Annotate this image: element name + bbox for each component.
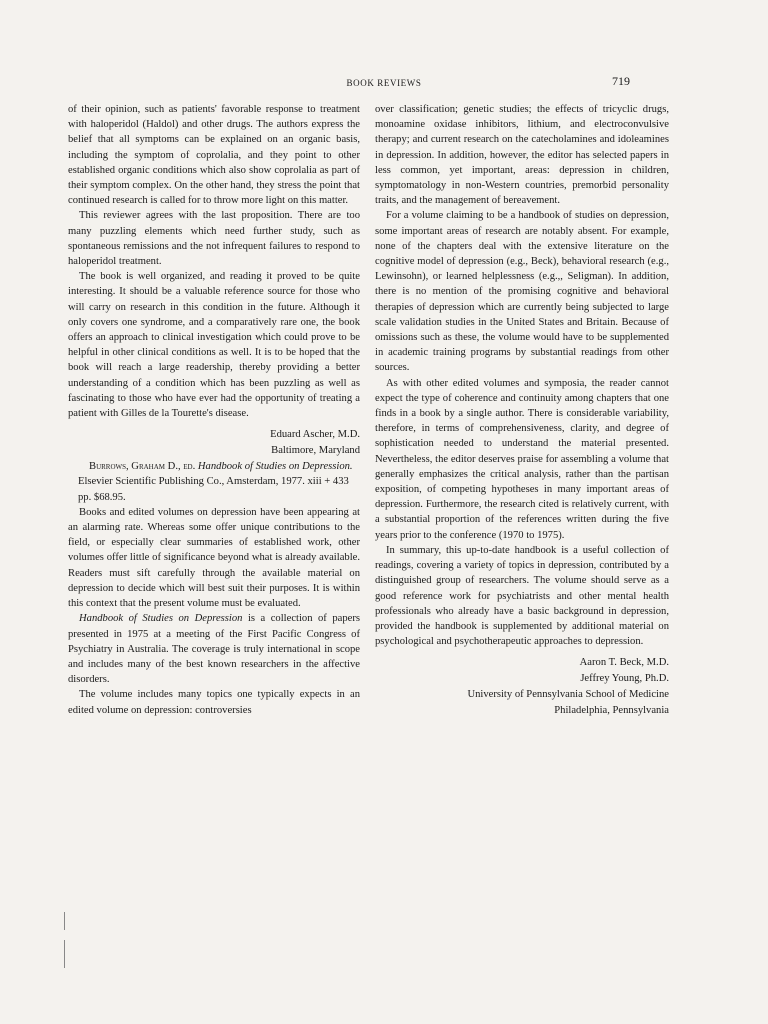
scan-mark bbox=[64, 912, 65, 930]
reviewer-name: Eduard Ascher, M.D. bbox=[270, 429, 360, 441]
paragraph: The book is well organized, and reading it proved to be quite interesting. It should be a valuable reference source for those who will carry on research in this condition in the future. Although it only covers one syndrome, and a comparatively rare one, the book offers an approach to clinical investigation which could prove to be helpful in other clinical conditions as well. It is to be hoped that the book will reach a large readership, thereby providing a better understanding of a condition which has been puzzling as well as fascinating to those who have ever had the opportunity of treating a patient with Gilles de la Tourette's disease. bbox=[68, 271, 360, 420]
paragraph: As with other edited volumes and symposia, the reader cannot expect the type of coherence and continuity among chapters that one finds in a book by a single author. There is considerable variability, therefore, in terms of comprehensiveness, clarity, and degree of sophistication needed to understand the material presented. Nevertheless, the editor deserves praise for assembling a volume that generally emphasizes the critical analysis, rather than the partisan exposition, of competing hypotheses in many important areas of depression. Furthermore, the research cited is relatively current, with a substantial proportion of the references written during the five years prior to the conference (1970 to 1975). bbox=[375, 377, 669, 541]
paragraph: The volume includes many topics one typically expects in an edited volume on depression: controversies bbox=[68, 689, 360, 716]
paragraph bbox=[68, 611, 360, 687]
reviewer-affiliation: University of Pennsylvania School of Medicine bbox=[467, 689, 669, 701]
paragraph: over classification; genetic studies; the effects of tricyclic drugs, monoamine oxidase inhibitors, lithium, and electroconvulsive therapy; and current research on the catecholamines and idoleamines in depression. In addition, however, the editor has selected papers in less common, yet important, areas: depression in children, symptomatology in non-Western countries, premorbid personality traits, and the management of bereavement. bbox=[375, 104, 669, 207]
paragraph: In summary, this up-to-date handbook is a useful collection of readings, covering a variety of topics in depression, contributed by a distinguished group of researchers. The volume should serve as a good reference work for psychiatrists and other mental health professionals who already have a basic background in depression, provided the handbook is supplemented by additional material on psychological and psychotherapeutic approaches to depression. bbox=[375, 544, 669, 648]
page-number: 719 bbox=[612, 74, 630, 88]
reviewer-location: Philadelphia, Pennsylvania bbox=[554, 705, 669, 717]
right-column bbox=[375, 102, 669, 719]
paragraph: of their opinion, such as patients' favorable response to treatment with haloperidol (Haldol) and other drugs. The authors express the belief that all symptoms can be explained on an organic basis, including the symptom of coprolalia, and they point to other established organic conditions which also show coprolalia as part of their symptom complex. On the other hand, they stress the point that continued research is called for to throw more light on this matter. bbox=[68, 104, 360, 207]
citation-details: Elsevier Scientific Publishing Co., Amsterdam, 1977. xiii + 433 pp. $68.95. bbox=[78, 476, 349, 503]
reviewer-name: Jeffrey Young, Ph.D. bbox=[580, 673, 669, 685]
paragraph: This reviewer agrees with the last proposition. There are too many puzzling elements which need further study, such as spontaneous remissions and the not infrequent failures to respond to haloperidol treatment. bbox=[68, 210, 360, 268]
paragraph: Books and edited volumes on depression have been appearing at an alarming rate. Whereas some offer unique contributions to the field, or especially clear summaries of established work, other volumes offer little of significance beyond what is already available. Readers must sift carefully through the available material on depression to decide which will best suit their purposes. It is within this context that the present volume must be evaluated. bbox=[68, 506, 360, 610]
reviewer-name: Aaron T. Beck, M.D. bbox=[579, 657, 669, 669]
paragraph-text: is a collection of papers presented in 1975 at a meeting of the First Pacific Congress of Psychiatry in Australia. The coverage is truly international in scope and includes many of the best known researchers in the affective disorders. bbox=[68, 613, 360, 686]
scan-mark bbox=[64, 940, 65, 968]
citation-title: Handbook of Studies on Depression. bbox=[197, 461, 353, 473]
reviewer-signature bbox=[68, 427, 360, 459]
book-title: Handbook of Studies on Depression bbox=[79, 613, 243, 625]
book-citation bbox=[68, 459, 360, 505]
reviewer-location: Baltimore, Maryland bbox=[271, 445, 360, 457]
paragraph: For a volume claiming to be a handbook of studies on depression, some important areas of research are notably absent. For example, none of the chapters deal with the extensive literature on the cognitive model of depression (e.g., Beck), behavioral research (e.g., Lewinsohn), or learned helplessness (e.g.,, Seligman). In addition, there is no mention of the promising cognitive and behavioral therapies of depression which are currently being subjected to large scale validation studies in the United States and Britain. Because of omissions such as these, the volume would have to be supplemented in academic training programs by substantial readings from other sources. bbox=[375, 210, 669, 374]
left-column bbox=[68, 102, 360, 718]
citation-author: Burrows, Graham D., ed. bbox=[89, 461, 196, 473]
running-head: BOOK REVIEWS bbox=[346, 78, 422, 88]
reviewer-signature bbox=[375, 655, 669, 719]
